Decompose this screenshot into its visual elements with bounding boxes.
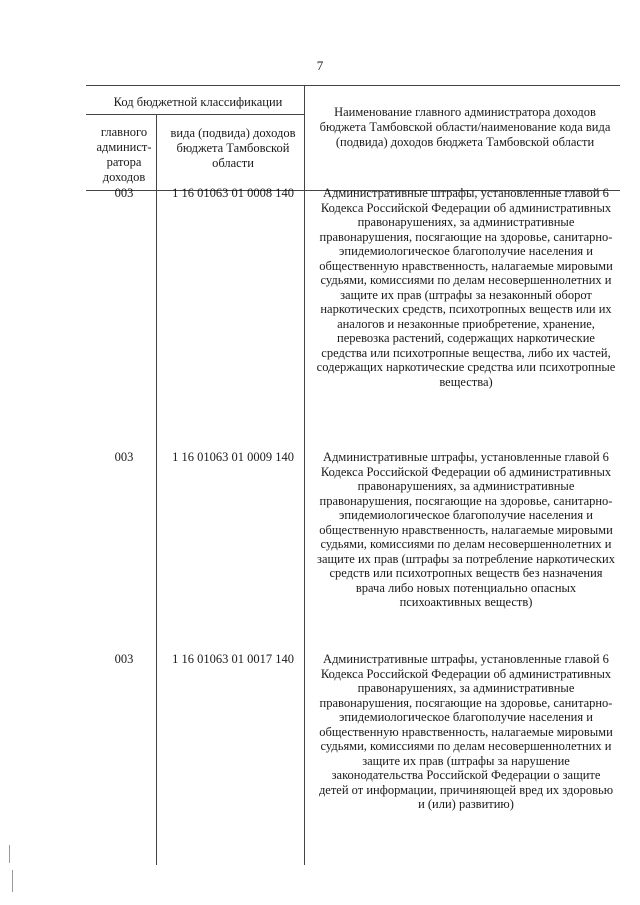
table-top-border [86, 85, 620, 86]
admin-code-cell: 003 [114, 186, 134, 200]
admin-code-cell: 003 [114, 652, 134, 666]
header-income-code-column: вида (подвида) доходов бюджета Тамбовской области [170, 126, 296, 170]
income-name-cell: Административные штрафы, установленные главой 6 Кодекса Российской Федерации об административных правонарушениях, за административные правонарушения, посягающие на здоровье, санитарно-эпидемиологическое благополучие населения и общественную нравственность, налагаемые мировыми судьями, комиссиями по делам несовершеннолетних и защите их прав (штрафы за незаконный оборот наркотических средств, психотропных веществ или их аналогов и незаконные приобретение, хранение, перевозка растений, содержащих наркотические средства или психотропные вещества, либо их частей, содержащих наркотические средства или психотропные вещества) [316, 186, 616, 389]
header-divider-vertical [304, 85, 305, 191]
header-name-column: Наименование главного администратора доходов бюджета Тамбовской области/наименование кода вида (подвида) доходов бюджета Тамбовской области [319, 105, 611, 149]
page-number: 7 [316, 58, 324, 73]
income-code-cell: 1 16 01063 01 0009 140 [172, 450, 294, 464]
scan-artifact-mark [9, 845, 10, 863]
column-divider-2 [304, 190, 305, 865]
admin-code-cell: 003 [114, 450, 134, 464]
income-name-cell: Административные штрафы, установленные главой 6 Кодекса Российской Федерации об административных правонарушениях, за административные правонарушения, посягающие на здоровье, санитарно-эпидемиологическое благополучие населения и общественную нравственность, налагаемые мировыми судьями, комиссиями по делам несовершеннолетних и защите их прав (штрафы за нарушение законодательства Российской Федерации о защите детей от информации, причиняющей вред их здоровью и (или) развитию) [318, 652, 614, 811]
income-code-cell: 1 16 01063 01 0008 140 [172, 186, 294, 200]
header-code-group: Код бюджетной классификации [113, 95, 283, 109]
header-subcol-divider [156, 114, 157, 191]
income-code-cell: 1 16 01063 01 0017 140 [172, 652, 294, 666]
income-name-cell: Административные штрафы, установленные главой 6 Кодекса Российской Федерации об административных правонарушениях, за административные правонарушения, посягающие на здоровье, санитарно-эпидемиологическое благополучие населения и общественную нравственность, налагаемые мировыми судьями, комиссиями по делам несовершеннолетних и защите их прав (штрафы за потребление наркотических средств или психотропных веществ без назначения врача либо новых потенциально опасных психоактивных веществ) [317, 450, 615, 609]
header-group-underline [86, 114, 304, 115]
column-divider-1 [156, 190, 157, 865]
scan-artifact-mark [12, 870, 13, 892]
header-admin-column: главного админист-ратора доходов [96, 125, 152, 184]
